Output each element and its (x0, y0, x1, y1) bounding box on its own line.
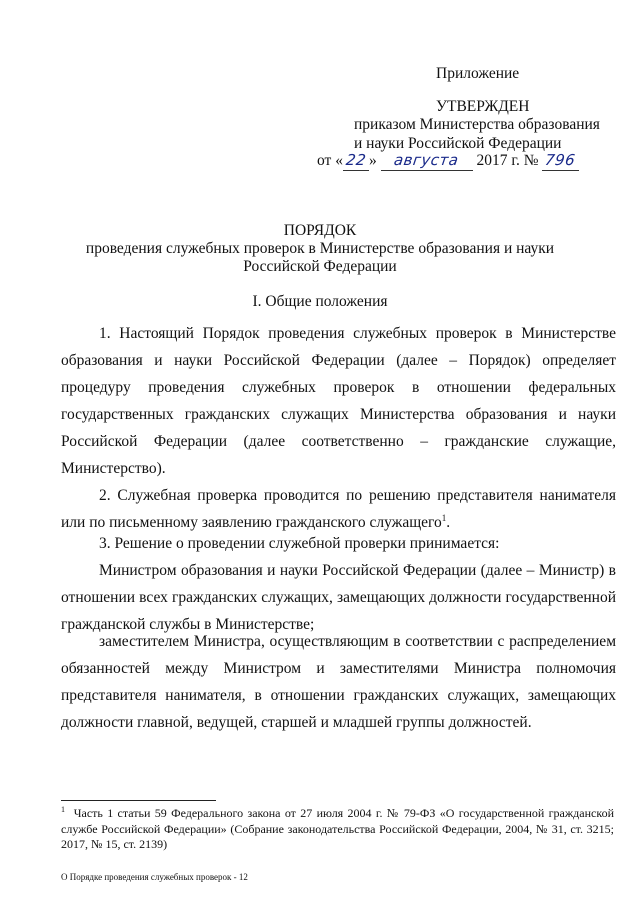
paragraph-2-text: 2. Служебная проверка проводится по решению представителя нанимателя или по письменному заявлению гражданского служащего (61, 487, 616, 531)
order-month (381, 151, 473, 171)
order-month-handwritten: августа (393, 151, 461, 169)
paragraph-5-text: заместителем Министра, осуществляющим в соответствии с распределением обязанностей между Министром и заместителями Министра полномочия представителя нанимателя, в отношении гражданских служащих, замещающих должности главной, ведущей, старшей и младшей группы должностей. (61, 633, 616, 731)
approved-label: УТВЕРЖДЕН (436, 98, 530, 115)
paragraph-2 (61, 482, 616, 536)
date-prefix: от « (317, 152, 343, 169)
order-line-2: и науки Российской Федерации (354, 135, 562, 152)
paragraph-4-text: Министром образования и науки Российской Федерации (далее – Министр) в отношении всех гражданских служащих, замещающих должности государственной гражданской службы в Министерстве; (61, 562, 616, 633)
footnote (61, 806, 614, 853)
paragraph-4 (61, 557, 616, 638)
order-day (343, 151, 369, 171)
section-heading: I. Общие положения (252, 293, 388, 310)
footnote-text: Часть 1 статьи 59 Федерального закона от 27 июля 2004 г. № 79-ФЗ «О государственной гражданской службе Российской Федерации» (Собрание законодательства Российской Федерации, 2004, № 31, ст. 3215; 2017, № 15, ст. 2139) (61, 806, 614, 851)
paragraph-3 (61, 530, 616, 557)
paragraph-3-text: 3. Решение о проведении служебной проверки принимается: (99, 535, 500, 552)
order-day-handwritten: 22 (344, 151, 368, 169)
order-number (542, 151, 578, 171)
order-line-1: приказом Министерства образования (354, 116, 600, 133)
paragraph-2-end: . (446, 514, 451, 531)
order-number-handwritten: 796 (544, 151, 577, 169)
day-close: » (369, 152, 377, 169)
paragraph-1-text: 1. Настоящий Порядок проведения служебных проверок в Министерстве образования и науки Российской Федерации (далее – Порядок) определяет процедуру проведения служебных проверок в отношении федеральных государственных гражданских служащих Министерства образования и науки Российской Федерации (далее соответственно – гражданские служащие, Министерство). (61, 325, 616, 477)
document-heading: ПОРЯДОК (283, 222, 357, 239)
order-year: 2017 г. № (476, 152, 539, 169)
paragraph-5 (61, 628, 616, 736)
appendix-label: Приложение (436, 65, 520, 82)
page-footer: О Порядке проведения служебных проверок - 12 (61, 872, 248, 882)
footnote-ref: 1 (441, 512, 447, 523)
document-title-line-2: Российской Федерации (243, 258, 397, 275)
paragraph-1 (61, 320, 616, 482)
footnote-divider (61, 800, 216, 801)
footnote-marker: 1 (61, 805, 65, 814)
document-title-line-1: проведения служебных проверок в Министерстве образования и науки (85, 240, 555, 257)
order-date-line (317, 151, 579, 171)
